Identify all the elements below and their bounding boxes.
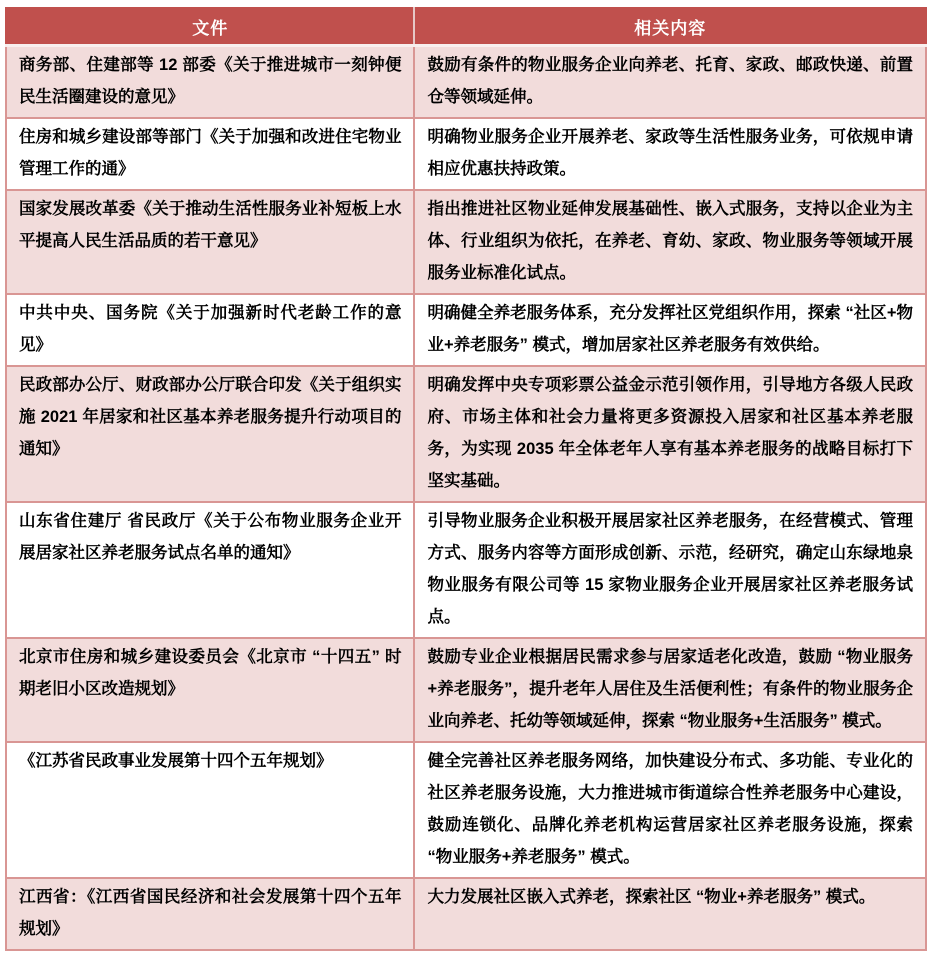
content-cell: 鼓励有条件的物业服务企业向养老、托育、家政、邮政快递、前置仓等领域延伸。: [414, 46, 926, 119]
table-row: [6, 638, 926, 742]
content-cell: 健全完善社区养老服务网络，加快建设分布式、多功能、专业化的社区养老服务设施，大力推进城市街道综合性养老服务中心建设，鼓励连锁化、品牌化养老机构运营居家社区养老服务设施，探索 “物业服务+养老服务” 模式。: [414, 742, 926, 878]
column-header-document: 文件: [6, 8, 414, 46]
table-row: [6, 118, 926, 190]
table-row: [6, 366, 926, 502]
document-cell: 江西省：《江西省国民经济和社会发展第十四个五年规划》: [6, 878, 414, 950]
content-cell: 明确发挥中央专项彩票公益金示范引领作用，引导地方各级人民政府、市场主体和社会力量将更多资源投入居家和社区基本养老服务，为实现 2035 年全体老年人享有基本养老服务的战略目标打下坚实基础。: [414, 366, 926, 502]
content-cell: 指出推进社区物业延伸发展基础性、嵌入式服务，支持以企业为主体、行业组织为依托，在养老、育幼、家政、物业服务等领域开展服务业标准化试点。: [414, 190, 926, 294]
document-cell: 住房和城乡建设部等部门《关于加强和改进住宅物业管理工作的通》: [6, 118, 414, 190]
content-cell: 引导物业服务企业积极开展居家社区养老服务，在经营模式、管理方式、服务内容等方面形成创新、示范，经研究，确定山东绿地泉物业服务有限公司等 15 家物业服务企业开展居家社区养老服务试点。: [414, 502, 926, 638]
document-cell: 山东省住建厅 省民政厅《关于公布物业服务企业开展居家社区养老服务试点名单的通知》: [6, 502, 414, 638]
table-row: [6, 190, 926, 294]
content-cell: 明确物业服务企业开展养老、家政等生活性服务业务，可依规申请相应优惠扶持政策。: [414, 118, 926, 190]
policy-table: [5, 7, 927, 951]
document-cell: 国家发展改革委《关于推动生活性服务业补短板上水平提高人民生活品质的若干意见》: [6, 190, 414, 294]
document-cell: 北京市住房和城乡建设委员会《北京市 “十四五” 时期老旧小区改造规划》: [6, 638, 414, 742]
content-cell: 鼓励专业企业根据居民需求参与居家适老化改造，鼓励 “物业服务+养老服务”，提升老年人居住及生活便利性；有条件的物业服务企业向养老、托幼等领域延伸，探索 “物业服务+生活服务” 模式。: [414, 638, 926, 742]
content-cell: 明确健全养老服务体系，充分发挥社区党组织作用，探索 “社区+物业+养老服务” 模式，增加居家社区养老服务有效供给。: [414, 294, 926, 366]
document-cell: 中共中央、国务院《关于加强新时代老龄工作的意见》: [6, 294, 414, 366]
document-cell: 民政部办公厅、财政部办公厅联合印发《关于组织实施 2021 年居家和社区基本养老服务提升行动项目的通知》: [6, 366, 414, 502]
table-row: [6, 46, 926, 119]
header-row: [6, 8, 926, 46]
document-cell: 《江苏省民政事业发展第十四个五年规划》: [6, 742, 414, 878]
table-row: [6, 502, 926, 638]
column-header-content: 相关内容: [414, 8, 926, 46]
content-cell: 大力发展社区嵌入式养老，探索社区 “物业+养老服务” 模式。: [414, 878, 926, 950]
table-row: [6, 742, 926, 878]
table-row: [6, 294, 926, 366]
table-row: [6, 878, 926, 950]
document-cell: 商务部、住建部等 12 部委《关于推进城市一刻钟便民生活圈建设的意见》: [6, 46, 414, 119]
